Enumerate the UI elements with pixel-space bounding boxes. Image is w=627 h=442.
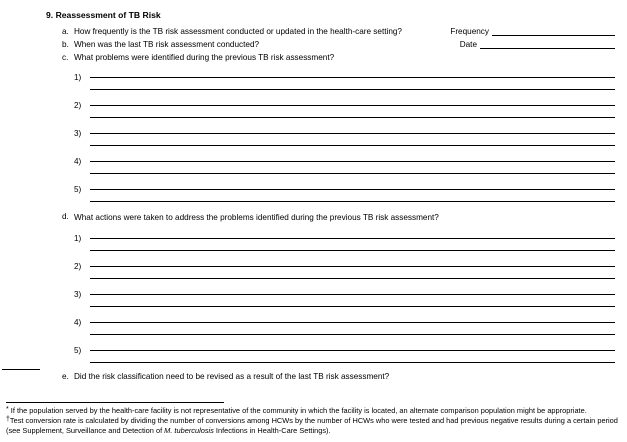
question-b xyxy=(62,40,615,49)
write-line[interactable] xyxy=(90,80,615,90)
question-c-text: What problems were identified during the previous TB risk assessment? xyxy=(74,53,335,62)
write-line[interactable] xyxy=(90,68,615,78)
question-e xyxy=(62,372,615,381)
question-c xyxy=(62,53,615,62)
list-item xyxy=(74,96,615,118)
write-line[interactable] xyxy=(90,96,615,106)
question-e-label: e. xyxy=(62,372,69,382)
question-b-text: When was the last TB risk assessment conducted? xyxy=(74,40,260,49)
item-number: 2) xyxy=(74,262,82,272)
footnote-text: If the population served by the health-care facility is not representative of the community in which the facility is located, an alternate comparison population might be appropriate. xyxy=(10,405,587,415)
write-line[interactable] xyxy=(90,353,615,363)
write-line[interactable] xyxy=(90,192,615,202)
write-line[interactable] xyxy=(90,180,615,190)
write-line[interactable] xyxy=(90,136,615,146)
answer-lines[interactable] xyxy=(90,285,615,307)
answer-lines[interactable] xyxy=(90,229,615,251)
question-a xyxy=(62,27,615,36)
list-item xyxy=(74,180,615,202)
date-field-group xyxy=(460,40,615,49)
question-b-label: b. xyxy=(62,40,69,49)
list-item xyxy=(74,313,615,335)
question-a-text: How frequently is the TB risk assessment conducted or updated in the health-care setting? xyxy=(74,27,402,36)
section-title-text: Reassessment of TB Risk xyxy=(55,10,161,20)
footnotes xyxy=(6,402,619,436)
footnote-2 xyxy=(6,416,619,435)
item-number: 3) xyxy=(74,290,82,300)
list-item xyxy=(74,229,615,251)
list-item xyxy=(74,285,615,307)
write-line[interactable] xyxy=(90,313,615,323)
date-label: Date xyxy=(459,40,477,49)
answer-lines[interactable] xyxy=(90,341,615,363)
answer-lines[interactable] xyxy=(90,313,615,335)
answer-lines[interactable] xyxy=(90,152,615,174)
item-number: 1) xyxy=(74,73,82,82)
question-c-answers xyxy=(74,68,615,202)
answer-lines[interactable] xyxy=(90,257,615,279)
write-line[interactable] xyxy=(90,341,615,351)
list-item xyxy=(74,257,615,279)
section-number: 9. xyxy=(46,10,54,20)
footnote-1 xyxy=(6,406,619,415)
question-d-text: What actions were taken to address the problems identified during the previous TB risk assessment? xyxy=(74,213,439,222)
question-a-label: a. xyxy=(62,27,69,36)
question-d-answers xyxy=(74,229,615,363)
frequency-label: Frequency xyxy=(450,27,489,36)
write-line[interactable] xyxy=(90,257,615,267)
list-item xyxy=(74,68,615,90)
footnote-separator xyxy=(6,402,224,403)
list-item xyxy=(74,152,615,174)
footnote-text-part1: Test conversion rate is calculated by dividing the number of conversions among HCWs by the number of HCWs who were tested and had previous negative results during a certain period (see Supplement, Surveillance and Detection of xyxy=(6,416,618,435)
write-line[interactable] xyxy=(90,152,615,162)
list-item xyxy=(74,341,615,363)
write-line[interactable] xyxy=(90,285,615,295)
write-line[interactable] xyxy=(90,297,615,307)
write-line[interactable] xyxy=(90,241,615,251)
question-d xyxy=(62,212,615,223)
footnote-text-part2: Infections in Health-Care Settings). xyxy=(213,425,331,435)
item-number: 4) xyxy=(74,157,82,166)
footnote-symbol: * xyxy=(6,405,9,413)
write-line[interactable] xyxy=(90,269,615,279)
list-item xyxy=(74,124,615,146)
question-c-label: c. xyxy=(62,53,69,62)
answer-lines[interactable] xyxy=(90,96,615,118)
write-line[interactable] xyxy=(90,108,615,118)
frequency-field-group xyxy=(450,27,615,36)
write-line[interactable] xyxy=(90,124,615,134)
item-number: 5) xyxy=(74,346,82,356)
item-number: 3) xyxy=(74,129,82,138)
item-number: 4) xyxy=(74,318,82,328)
margin-rule xyxy=(2,368,40,370)
date-input[interactable] xyxy=(480,40,615,49)
write-line[interactable] xyxy=(90,164,615,174)
answer-lines[interactable] xyxy=(90,180,615,202)
item-number: 2) xyxy=(74,101,82,110)
answer-lines[interactable] xyxy=(90,68,615,90)
footnote-italic-term: M. tuberculosis xyxy=(164,425,214,435)
footnote-symbol: † xyxy=(6,416,10,424)
item-number: 5) xyxy=(74,185,82,194)
item-number: 1) xyxy=(74,234,82,244)
section-heading xyxy=(46,10,615,20)
write-line[interactable] xyxy=(90,229,615,239)
write-line[interactable] xyxy=(90,325,615,335)
answer-lines[interactable] xyxy=(90,124,615,146)
frequency-input[interactable] xyxy=(492,27,615,36)
question-e-text: Did the risk classification need to be revised as a result of the last TB risk assessment? xyxy=(74,372,390,382)
question-d-label: d. xyxy=(62,212,69,221)
